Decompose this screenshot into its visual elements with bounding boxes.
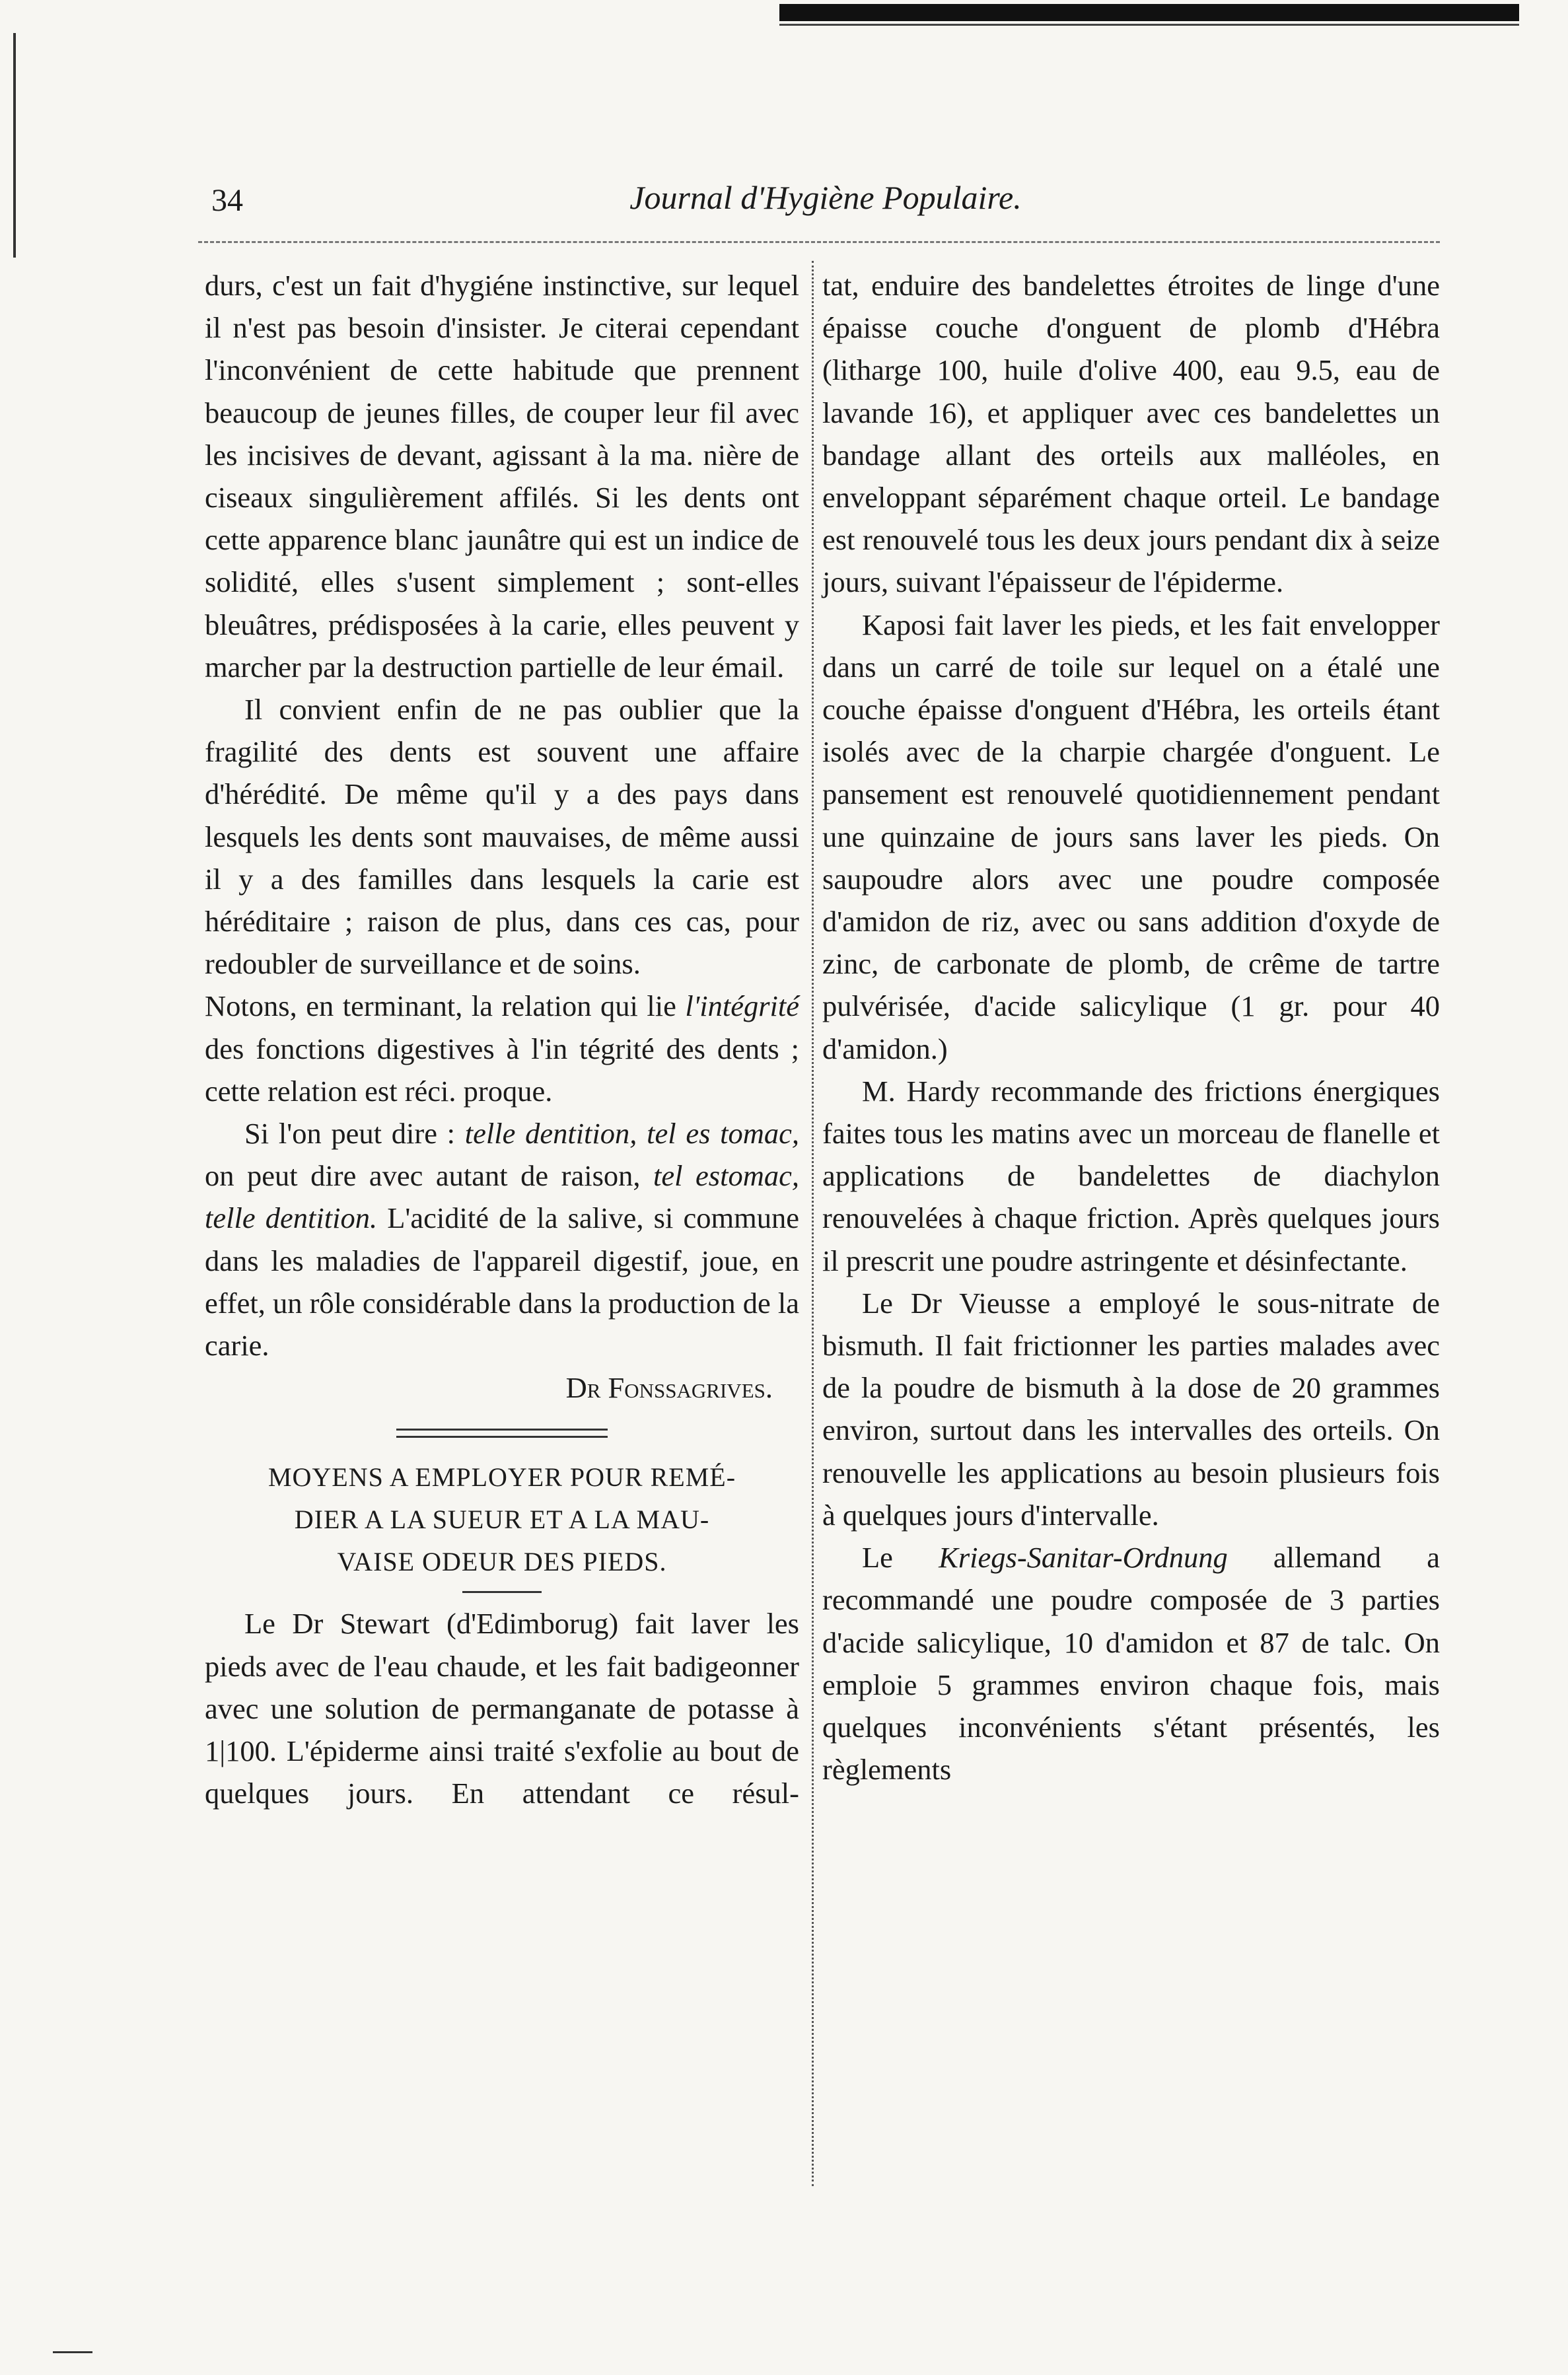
section-heading-line: MOYENS A EMPLOYER POUR REMÉ- (267, 1462, 736, 1493)
paragraph (205, 1112, 799, 1366)
text-run: allemand a recommandé une poudre composée de 3 parties d'acide salicylique, 10 d'amidon et 87 de talc. On emploie 5 grammes environ chaque fois, mais quelques inconvénients s'étant présentés, les règlements (822, 1541, 1440, 1787)
paragraph: Il convient enfin de ne pas oublier que la fragilité des dents est souvent une affaire d'hérédité. De même qu'il y a des pays dans lesquels les dents sont mauvaises, de même aussi il y a des familles dans lesquels la carie est héréditaire ; raison de plus, dans ces cas, pour redoubler de surveillance et de soins. (205, 693, 799, 981)
page-header (211, 178, 1440, 231)
italic-run: Kriegs-Sanitar-Ordnung (939, 1541, 1228, 1575)
left-column (205, 264, 799, 1815)
paragraph: Le Dr Stewart (d'Edimborug) fait laver les pieds avec de l'eau chaude, et les fait badigeonner avec une solution de permanganate de potasse à 1|100. L'épiderme ainsi traité s'exfolie au bout de quelques jours. En attendant ce résul- (205, 1607, 799, 1810)
paragraph: M. Hardy recommande des frictions énergiques faites tous les matins avec un morceau de flanelle et applications de bandelettes de diachylon renouvelées à chaque friction. Après quelques jours il prescrit une poudre astringente et désinfectante. (822, 1074, 1440, 1277)
paragraph (205, 985, 799, 1112)
italic-run: l'intégrité (685, 989, 799, 1023)
heading-separator (462, 1591, 542, 1593)
paragraph: Kaposi fait laver les pieds, et les fait envelopper dans un carré de toile sur lequel on a étalé une couche épaisse d'onguent d'Hébra, les orteils étant isolés avec de la charpie chargée d'onguent. Le pansement est renouvelé quotidiennement pendant une quinzaine de jours sans laver les pieds. On saupoudre alors avec une poudre composée d'amidon de riz, avec ou sans addition d'oxyde de zinc, de carbonate de plomb, de crême de tartre pulvérisée, d'acide salicylique (1 gr. pour 40 d'amidon.) (822, 608, 1440, 1065)
italic-run: telle dentition, tel es tomac, (464, 1117, 799, 1151)
paragraph: durs, c'est un fait d'hygiéne instinctive, sur lequel il n'est pas besoin d'insister. Je citerai cependant l'inconvénient de cette habitude que prennent beaucoup de jeunes filles, de couper leur fil avec les incisives de devant, agissant à la ma. nière de ciseaux singulièrement affilés. Si les dents ont cette apparence blanc jaunâtre qui est un indice de solidité, elles s'usent simplement ; sont-elles bleuâtres, prédisposées à la carie, elles peuvent y marcher par la destruction partielle de leur émail. (205, 269, 799, 684)
column-divider (812, 261, 814, 2186)
paragraph: tat, enduire des bandelettes étroites de linge d'une épaisse couche d'onguent de plomb d'Hébra (litharge 100, huile d'olive 400, eau 9.5, eau de lavande 16), et appliquer avec ces bandelettes un bandage allant des orteils aux malléoles, en enveloppant séparément chaque orteil. Le bandage est renouvelé tous les deux jours pendant dix à seize jours, suivant l'épaisseur de l'épiderme. (822, 269, 1440, 599)
page-number: 34 (211, 183, 243, 218)
header-rule (198, 241, 1440, 243)
right-column (822, 264, 1440, 1790)
text-run: L'acidité de la salive, si commune dans les maladies de l'appareil digestif, joue, en effet, un rôle considérable dans la production de la carie. (205, 1201, 799, 1363)
section-heading-line: VAISE ODEUR DES PIEDS. (337, 1547, 667, 1577)
text-run: des fonctions digestives à l'in tégrité des dents ; cette relation est réci. proque. (205, 1032, 799, 1108)
text-run: on peut dire avec autant de raison, (205, 1159, 654, 1193)
section-separator (396, 1429, 608, 1438)
text-run: Notons, en terminant, la relation qui lie (205, 989, 686, 1023)
italic-run: tel estomac, telle dentition. (205, 1159, 799, 1235)
top-thin-rule (779, 24, 1519, 26)
margin-ink-mark (53, 2351, 92, 2353)
text-run: Si l'on peut dire : (244, 1117, 465, 1151)
author-signature: Dr Fonssagrives. (565, 1371, 773, 1405)
paragraph: Le Dr Vieusse a employé le sous-nitrate de bismuth. Il fait frictionner les parties malades avec de la poudre de bismuth à la dose de 20 grammes environ, surtout dans les intervalles des orteils. On renouvelle les applications au besoin plusieurs fois à quelques jours d'intervalle. (822, 1286, 1440, 1532)
paragraph (822, 1536, 1440, 1790)
text-run: Le (862, 1541, 939, 1575)
running-title: Journal d'Hygiène Populaire. (629, 179, 1022, 216)
section-heading-line: DIER A LA SUEUR ET A LA MAU- (294, 1505, 710, 1535)
margin-ink-mark (13, 33, 16, 258)
top-black-rule (779, 4, 1519, 21)
